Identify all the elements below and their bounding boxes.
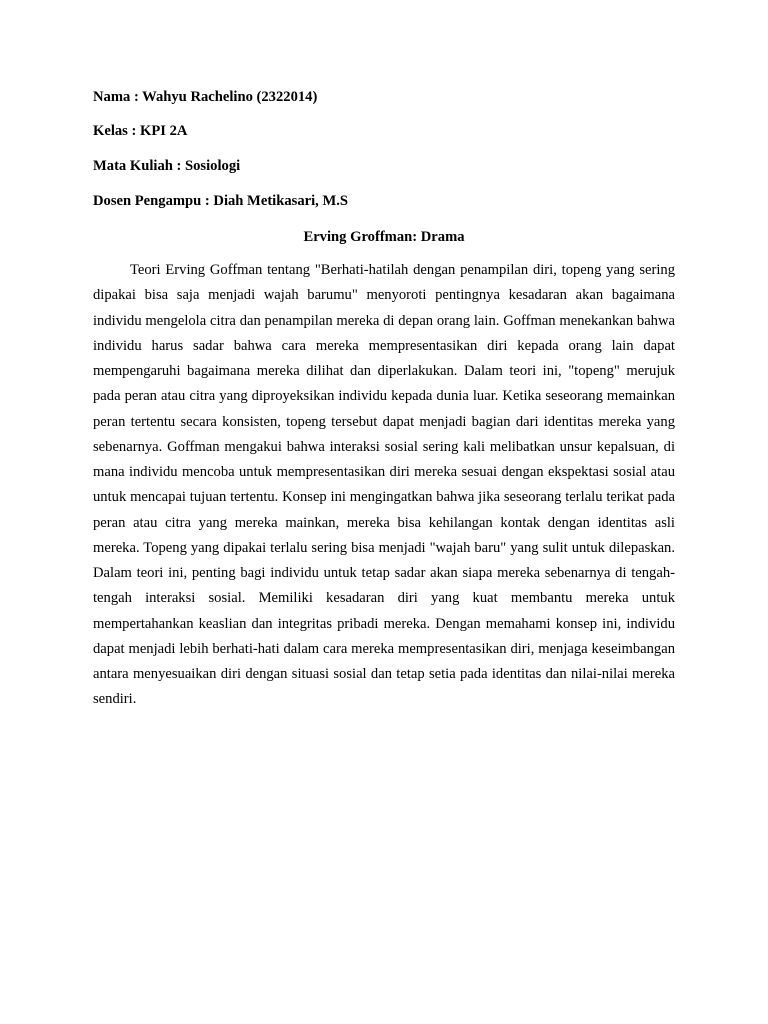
student-name: Nama : Wahyu Rachelino (2322014) — [93, 89, 318, 105]
document-title: Erving Groffman: Drama — [303, 229, 465, 245]
class-info: Kelas : KPI 2A — [93, 123, 188, 139]
course-info: Mata Kuliah : Sosiologi — [93, 158, 241, 174]
body-paragraph: Teori Erving Goffman tentang "Berhati-hatilah dengan penampilan diri, topeng yang sering dipakai bisa saja menjadi wajah barumu" menyoroti pentingnya kesadaran akan bagaimana individu mengelola citra dan penampilan mereka di depan orang lain. Goffman menekankan bahwa individu harus sadar bahwa cara mereka mempresentasikan diri kepada orang lain dapat mempengaruhi bagaimana mereka dilihat dan diperlakukan. Dalam teori ini, "topeng" merujuk pada peran atau citra yang diproyeksikan individu kepada dunia luar. Ketika seseorang memainkan peran tertentu secara konsisten, topeng tersebut dapat menjadi bagian dari identitas mereka yang sebenarnya. Goffman mengakui bahwa interaksi sosial sering kali melibatkan unsur kepalsuan, di mana individu mencoba untuk mempresentasikan diri mereka sesuai dengan ekspektasi sosial atau untuk mencapai tujuan tertentu. Konsep ini mengingatkan bahwa jika seseorang terlalu terikat pada peran atau citra yang mereka mainkan, mereka bisa kehilangan kontak dengan identitas asli mereka. Topeng yang dipakai terlalu sering bisa menjadi "wajah baru" yang sulit untuk dilepaskan. Dalam teori ini, penting bagi individu untuk tetap sadar akan siapa mereka sebenarnya di tengah-tengah interaksi sosial. Memiliki kesadaran diri yang kuat membantu mereka untuk mempertahankan keaslian dan integritas pribadi mereka. Dengan memahami konsep ini, individu dapat menjadi lebih berhati-hati dalam cara mereka mempresentasikan diri, menjaga keseimbangan antara menyesuaikan diri dengan situasi sosial dan tetap setia pada identitas dan nilai-nilai mereka sendiri. — [93, 262, 675, 708]
lecturer-info: Dosen Pengampu : Diah Metikasari, M.S — [93, 193, 348, 209]
